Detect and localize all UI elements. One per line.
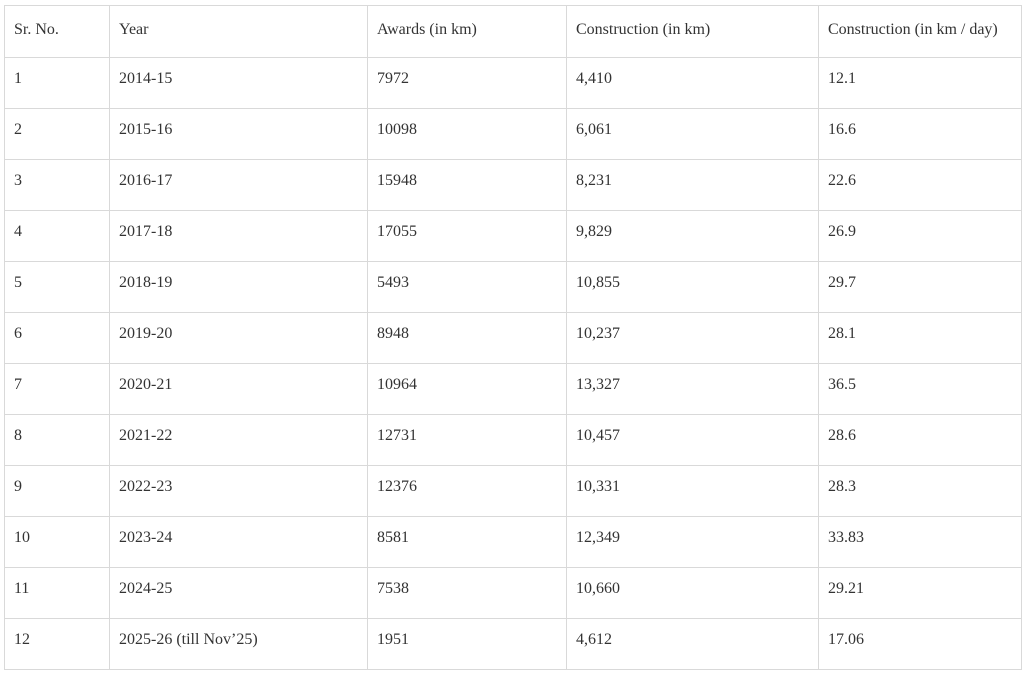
header-row [5, 6, 1022, 58]
cell-construction-km: 4,612 [567, 619, 819, 670]
cell-awards-km: 15948 [368, 160, 567, 211]
cell-sr-no: 11 [5, 568, 110, 619]
cell-sr-no: 2 [5, 109, 110, 160]
cell-year: 2015-16 [110, 109, 368, 160]
cell-construction-km: 10,457 [567, 415, 819, 466]
cell-awards-km: 5493 [368, 262, 567, 313]
cell-year: 2023-24 [110, 517, 368, 568]
cell-construction-km: 10,331 [567, 466, 819, 517]
cell-construction-km-day: 28.1 [819, 313, 1022, 364]
cell-construction-km-day: 28.6 [819, 415, 1022, 466]
cell-sr-no: 5 [5, 262, 110, 313]
table-row [5, 211, 1022, 262]
cell-sr-no: 9 [5, 466, 110, 517]
cell-year: 2020-21 [110, 364, 368, 415]
cell-sr-no: 6 [5, 313, 110, 364]
cell-sr-no: 12 [5, 619, 110, 670]
cell-sr-no: 3 [5, 160, 110, 211]
cell-awards-km: 8581 [368, 517, 567, 568]
cell-construction-km: 13,327 [567, 364, 819, 415]
cell-construction-km-day: 26.9 [819, 211, 1022, 262]
cell-construction-km: 10,855 [567, 262, 819, 313]
cell-construction-km: 8,231 [567, 160, 819, 211]
column-header-sr-no: Sr. No. [5, 6, 110, 58]
cell-year: 2022-23 [110, 466, 368, 517]
cell-construction-km: 6,061 [567, 109, 819, 160]
cell-construction-km-day: 36.5 [819, 364, 1022, 415]
cell-construction-km: 12,349 [567, 517, 819, 568]
table-row [5, 109, 1022, 160]
cell-awards-km: 8948 [368, 313, 567, 364]
table-row [5, 619, 1022, 670]
cell-construction-km: 10,237 [567, 313, 819, 364]
cell-awards-km: 12731 [368, 415, 567, 466]
cell-year: 2024-25 [110, 568, 368, 619]
column-header-construction-km: Construction (in km) [567, 6, 819, 58]
cell-awards-km: 17055 [368, 211, 567, 262]
cell-year: 2014-15 [110, 58, 368, 109]
cell-awards-km: 10964 [368, 364, 567, 415]
cell-construction-km-day: 22.6 [819, 160, 1022, 211]
column-header-construction-km-day: Construction (in km / day) [819, 6, 1022, 58]
cell-construction-km: 4,410 [567, 58, 819, 109]
cell-year: 2021-22 [110, 415, 368, 466]
cell-sr-no: 1 [5, 58, 110, 109]
cell-construction-km-day: 29.7 [819, 262, 1022, 313]
cell-construction-km: 10,660 [567, 568, 819, 619]
cell-construction-km-day: 16.6 [819, 109, 1022, 160]
cell-construction-km-day: 17.06 [819, 619, 1022, 670]
cell-sr-no: 4 [5, 211, 110, 262]
table-row [5, 262, 1022, 313]
cell-construction-km-day: 29.21 [819, 568, 1022, 619]
highway-awards-construction-table [4, 5, 1022, 670]
table-row [5, 58, 1022, 109]
table-row [5, 415, 1022, 466]
table-row [5, 160, 1022, 211]
cell-awards-km: 1951 [368, 619, 567, 670]
cell-year: 2019-20 [110, 313, 368, 364]
cell-awards-km: 7972 [368, 58, 567, 109]
table-row [5, 568, 1022, 619]
cell-construction-km-day: 12.1 [819, 58, 1022, 109]
column-header-year: Year [110, 6, 368, 58]
table-body [5, 58, 1022, 670]
cell-sr-no: 8 [5, 415, 110, 466]
cell-sr-no: 7 [5, 364, 110, 415]
cell-awards-km: 12376 [368, 466, 567, 517]
table-row [5, 313, 1022, 364]
cell-construction-km-day: 33.83 [819, 517, 1022, 568]
table-row [5, 364, 1022, 415]
cell-year: 2016-17 [110, 160, 368, 211]
column-header-awards-km: Awards (in km) [368, 6, 567, 58]
table-row [5, 517, 1022, 568]
cell-sr-no: 10 [5, 517, 110, 568]
cell-awards-km: 7538 [368, 568, 567, 619]
cell-construction-km-day: 28.3 [819, 466, 1022, 517]
table-header [5, 6, 1022, 58]
cell-year: 2018-19 [110, 262, 368, 313]
cell-awards-km: 10098 [368, 109, 567, 160]
cell-year: 2025-26 (till Nov’25) [110, 619, 368, 670]
cell-construction-km: 9,829 [567, 211, 819, 262]
cell-year: 2017-18 [110, 211, 368, 262]
table-row [5, 466, 1022, 517]
